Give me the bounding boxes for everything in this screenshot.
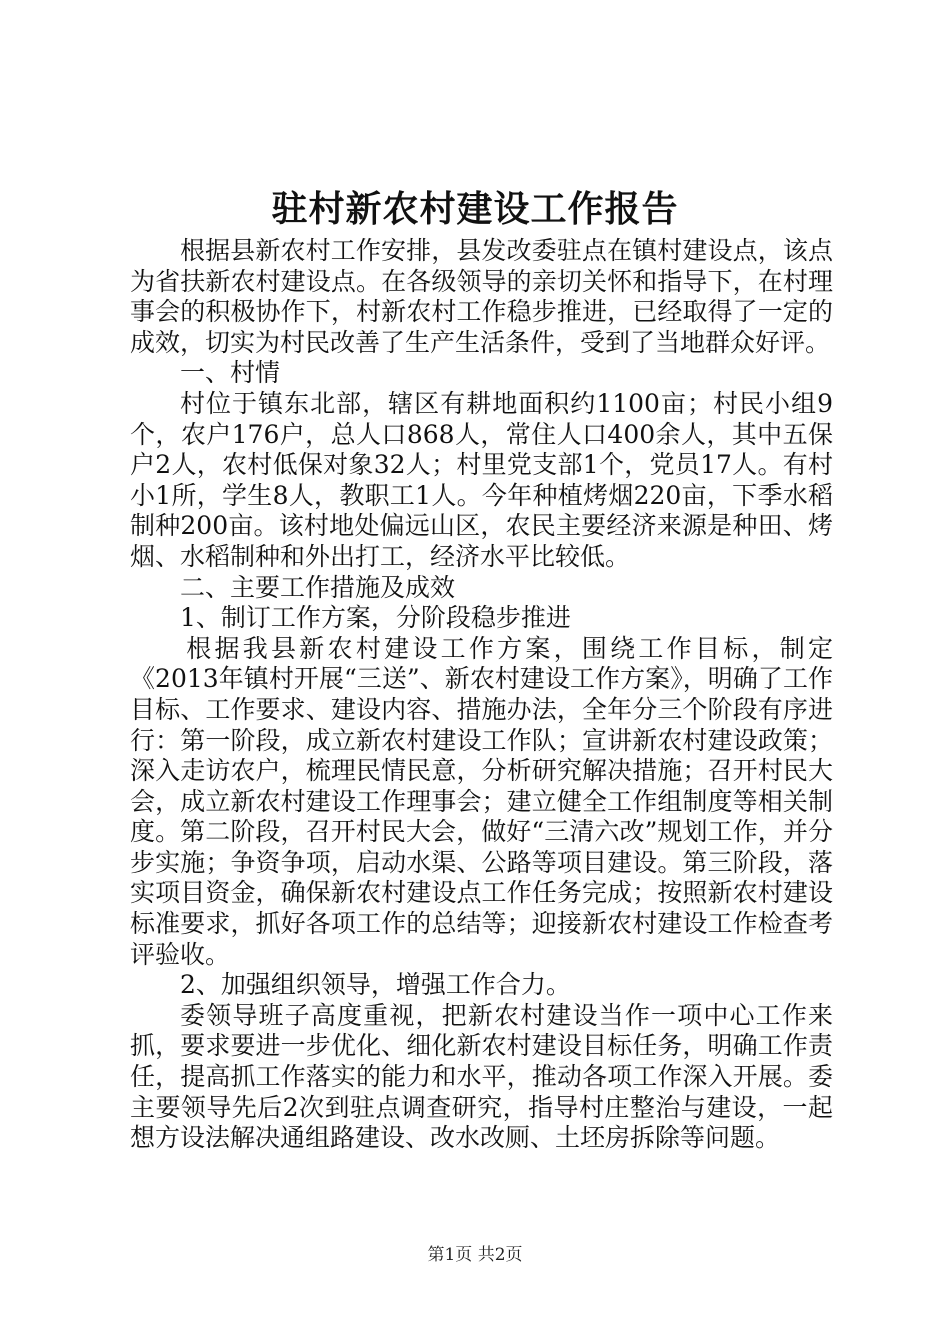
- village-info-paragraph: 村位于镇东北部，辖区有耕地面积约1100亩；村民小组9个，农户176户，总人口868人，常住人口400余人，其中五保户2人，农村低保对象32人；村里党支部1个，党员17人。有村小1所，学生8人，教职工1人。今年种植烤烟220亩，下季水稻制种200亩。该村地处偏远山区，农民主要经济来源是种田、烤烟、水稻制种和外出打工，经济水平比较低。: [130, 388, 833, 571]
- document-body: [130, 236, 833, 1154]
- subheading-leadership: 2、加强组织领导，增强工作合力。: [180, 970, 571, 1000]
- section-heading-measures: 二、主要工作措施及成效: [180, 572, 456, 602]
- page-footer: 第1页 共2页: [427, 1245, 523, 1265]
- section-heading-village: 一、村情: [180, 358, 281, 388]
- work-plan-paragraph: 根据我县新农村建设工作方案，围绕工作目标，制定《2013年镇村开展“三送”、新农村建设工作方案》，明确了工作目标、工作要求、建设内容、措施办法，全年分三个阶段有序进行：第一阶段，成立新农村建设工作队；宣讲新农村建设政策；深入走访农户，梳理民情民意，分析研究解决措施；召开村民大会，成立新农村建设工作理事会；建立健全工作组制度等相关制度。第二阶段，召开村民大会，做好“三清六改”规划工作，并分步实施；争资争项，启动水渠、公路等项目建设。第三阶段，落实项目资金，确保新农村建设点工作任务完成；按照新农村建设标准要求，抓好各项工作的总结等；迎接新农村建设工作检查考评验收。: [130, 633, 833, 969]
- intro-paragraph: 根据县新农村工作安排，县发改委驻点在镇村建设点，该点为省扶新农村建设点。在各级领导的亲切关怀和指导下，在村理事会的积极协作下，村新农村工作稳步推进，已经取得了一定的成效，切实为村民改善了生产生活条件，受到了当地群众好评。: [130, 236, 833, 357]
- subheading-work-plan: 1、制订工作方案，分阶段稳步推进: [180, 603, 571, 633]
- leadership-paragraph: 委领导班子高度重视，把新农村建设当作一项中心工作来抓，要求要进一步优化、细化新农村建设目标任务，明确工作责任，提高抓工作落实的能力和水平，推动各项工作深入开展。委主要领导先后2次到驻点调查研究，指导村庄整治与建设，一起想方设法解决通组路建设、改水改厕、土坯房拆除等问题。: [130, 1000, 833, 1153]
- document-title: 驻村新农村建设工作报告: [271, 188, 679, 230]
